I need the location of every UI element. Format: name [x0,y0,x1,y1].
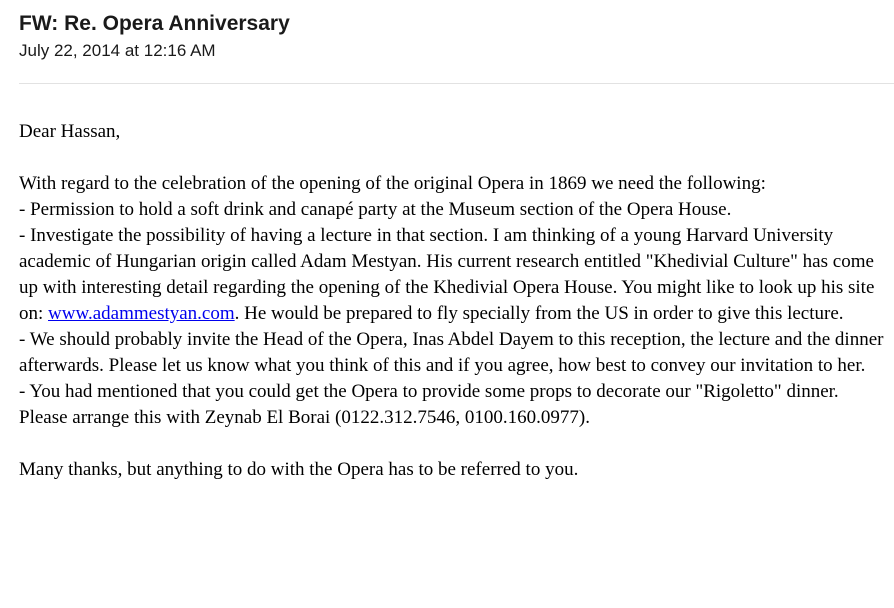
request-item-props: - You had mentioned that you could get the Opera to provide some props to decorate our "Rigoletto" dinner. Please arrange this with Zeynab El Borai (0122.312.7546, 0100.160.0977). [19,381,839,428]
request-item-party: - Permission to hold a soft drink and canapé party at the Museum section of the Opera House. [19,199,732,220]
email-header [19,10,894,63]
closing-line: Many thanks, but anything to do with the Opera has to be referred to you. [19,459,579,480]
request-item-lecture [19,223,891,327]
lecture-text-after-link: . He would be prepared to fly specially from the US in order to give this lecture. [234,303,844,324]
paragraph-gap [19,431,891,457]
website-link[interactable]: www.adammestyan.com [48,303,235,324]
header-divider [19,83,894,84]
greeting: Dear Hassan, [19,121,121,142]
email-date: July 22, 2014 at 12:16 AM [19,41,216,60]
intro-line: With regard to the celebration of the opening of the original Opera in 1869 we need the following: [19,173,766,194]
email-subject: FW: Re. Opera Anniversary [19,12,290,35]
lecture-text-before-link: - Investigate the possibility of having a lecture in that section. I am thinking of a young Harvard University academic of Hungarian origin called Adam Mestyan. His current research entitled "Khedivial Culture" has come up with interesting detail regarding the opening of the Khedivial Opera House. You might like to look up his site on: [19,225,875,324]
paragraph-gap [19,145,891,171]
email-body [19,119,891,483]
request-item-invite: - We should probably invite the Head of the Opera, Inas Abdel Dayem to this reception, the lecture and the dinner afterwards. Please let us know what you think of this and if you agree, how best to convey our invitation to her. [19,329,884,376]
